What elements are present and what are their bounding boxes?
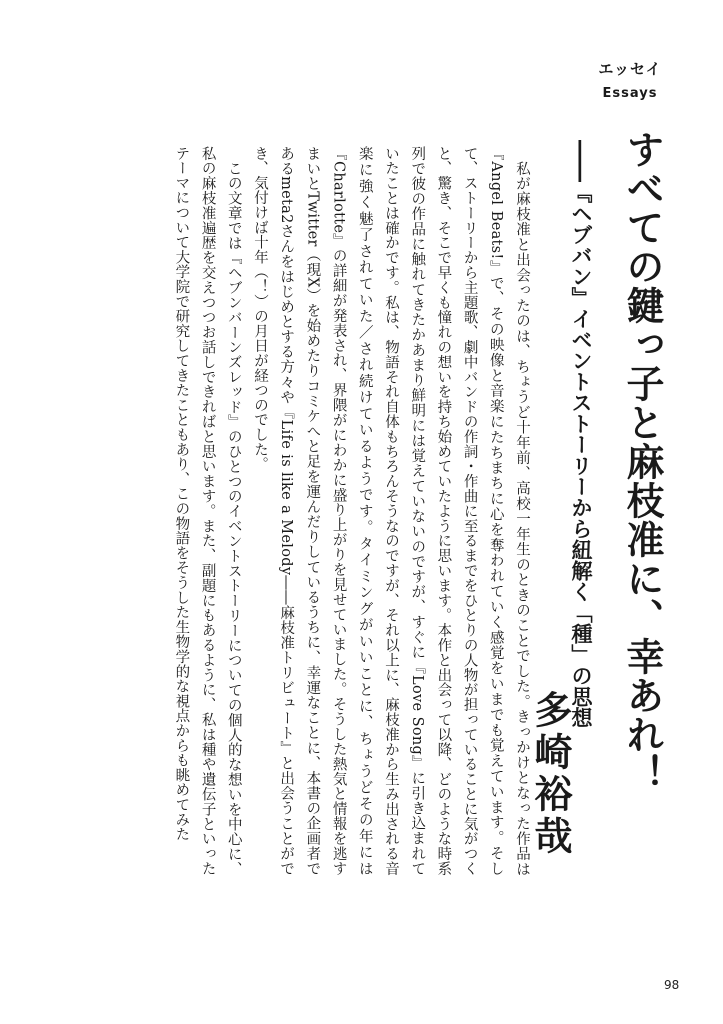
body-paragraph: 私が麻枝准と出会ったのは、ちょうど十年前、高校一年生のときのことでした。きっかけとなった作品は『Angel Beats!』で、その映像と音楽にたちまちに心を奪われていく感覚をいまでも覚えています。そして、ストーリーから主題歌、劇中バンドの作詞・作曲に至るまでをひとりの人物が担っていることに気がつくと、驚き、そこで早くも憧れの想いを持ち始めていたように思います。本作と出会って以降、どのような時系列で彼の作品に触れてきたかあまり鮮明には覚えていないのですが、すぐに『Love Song』に引き込まれていたことは確かです。私は、物語それ自体もちろんそうなのですが、それ以上に、麻枝准から生み出される音楽に強く魅了されていた／され続けているようです。タイミングがいいことに、ちょうどその年には『Charlotte』の詳細が発表され、界隈がにわかに盛り上がりを見せていました。そうした熱気と情報を逃すまいとTwitter（現X）を始めたりコミケへと足を運んだりしているうちに、幸運なことに、本書の企画者であるmeta2さんをはじめとする方々や『Life is like a Melody――麻枝准トリビュート』と出会うことができ、気付けば十年（！）の月日が経つのでした。 <box>251 146 530 876</box>
page-number: 98 <box>664 978 680 992</box>
article-body <box>168 146 535 876</box>
article-subtitle: ――『ヘブバン』イベントストーリーから紐解く「種」の思想 <box>569 140 593 728</box>
body-paragraph: この文章では『ヘブンバーンズレッド』のひとつのイベントストーリーについての個人的な想いを中心に、私の麻枝准遍歴を交えつつお話しできればと思います。また、副題にもあるように、私は種や遺伝子といったテーマについて大学院で研究してきたこともあり、この物語をそうした生物学的な視点からも眺めてみた <box>173 146 242 876</box>
article-title: すべての鍵っ子と麻枝准に、幸あれ！ <box>620 130 665 793</box>
author-name: 多崎裕哉 <box>528 690 573 858</box>
category-label-en: Essays <box>602 86 658 101</box>
category-label-ja: エッセイ <box>598 60 662 78</box>
